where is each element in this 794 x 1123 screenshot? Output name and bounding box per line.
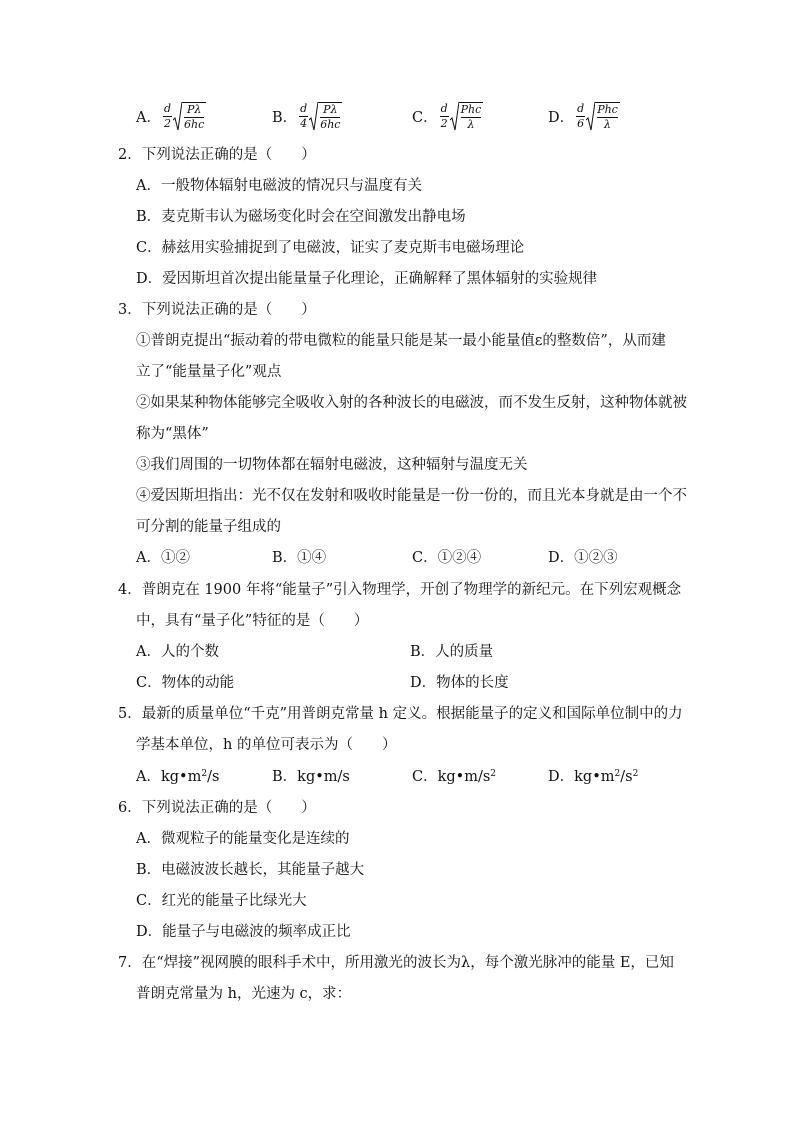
coefficient-fraction: $\frac{d}{6}$ (577, 101, 585, 130)
q3-statement-4-cont: 可分割的能量子组成的 (136, 519, 281, 535)
q4-option-b: B．人的质量 (410, 644, 494, 660)
q1-option-b (272, 96, 342, 136)
option-label: C． (412, 109, 438, 126)
option-label: A． (136, 109, 161, 126)
q3-statement-2-cont: 称为“黑体” (136, 426, 209, 442)
q4-option-a: A．人的个数 (136, 644, 219, 660)
q4-stem-line1: 4．普朗克在 1900 年将“能量子”引入物理学，开创了物理学的新纪元。在下列宏观概念 (118, 582, 682, 598)
q5-option-b: B．kg•m/s (272, 769, 350, 785)
q7-stem-line1: 7．在“焊接”视网膜的眼科手术中，所用激光的波长为λ，每个激光脉冲的能量 E，已知 (118, 955, 674, 971)
q3-option-b: B．①④ (272, 550, 327, 566)
q3-option-c: C．①②④ (412, 550, 482, 566)
q3-statement-4: ④爱因斯坦指出：光不仅在发射和吸收时能量是一份一份的，而且光本身就是由一个不 (136, 488, 687, 504)
q6-option-a: A．微观粒子的能量变化是连续的 (136, 831, 350, 847)
option-label: D． (548, 109, 575, 126)
q5-stem-line1: 5．最新的质量单位“千克”用普朗克常量 h 定义。根据能量子的定义和国际单位制中的力 (118, 706, 683, 722)
coefficient-fraction: $\frac{d}{4}$ (300, 101, 308, 130)
q2-option-d: D．爱因斯坦首次提出能量量子化理论，正确解释了黑体辐射的实验规律 (136, 271, 598, 287)
q2-stem: 2．下列说法正确的是（ ） (118, 147, 316, 163)
q3-option-d: D．①②③ (548, 550, 618, 566)
q4-option-d: D．物体的长度 (410, 675, 509, 691)
q7-stem-line2: 普朗克常量为 h，光速为 c，求： (136, 986, 352, 1002)
square-root: Phc λ (450, 101, 484, 131)
q1-option-a (136, 96, 206, 136)
q3-statement-1: ①普朗克提出“振动着的带电微粒的能量只能是某一最小能量值ε的整数倍”，从而建 (136, 333, 666, 349)
q3-statement-3: ③我们周围的一切物体都在辐射电磁波，这种辐射与温度无关 (136, 457, 528, 473)
q5-stem-line2: 学基本单位，h 的单位可表示为（ ） (136, 737, 397, 753)
q6-stem: 6．下列说法正确的是（ ） (118, 800, 316, 816)
square-root: Phc λ (586, 101, 620, 131)
q1-option-c (412, 96, 483, 136)
q6-option-c: C．红光的能量子比绿光大 (136, 893, 307, 909)
q3-statement-2: ②如果某种物体能够完全吸收入射的各种波长的电磁波，而不发生反射，这种物体就被 (136, 395, 687, 411)
q2-option-b: B．麦克斯韦认为磁场变化时会在空间激发出静电场 (136, 209, 466, 225)
q3-stem: 3．下列说法正确的是（ ） (118, 302, 316, 318)
q2-option-c: C．赫兹用实验捕捉到了电磁波，证实了麦克斯韦电磁场理论 (136, 240, 525, 256)
q5-option-d: D．$kg•m^2/s^2$ (548, 769, 639, 785)
square-root: Pλ 6hc (173, 101, 206, 131)
q3-option-a: A．①② (136, 550, 190, 566)
option-label: B． (272, 109, 298, 126)
q5-option-c: C．$kg•m/s^2$ (412, 769, 497, 785)
q4-option-c: C．物体的动能 (136, 675, 235, 691)
coefficient-fraction: $\frac{d}{2}$ (163, 101, 172, 130)
q4-stem-line2: 中，具有“量子化”特征的是（ ） (136, 613, 369, 629)
square-root: Pλ 6hc (309, 101, 342, 131)
q6-option-d: D．能量子与电磁波的频率成正比 (136, 924, 351, 940)
q2-option-a: A．一般物体辐射电磁波的情况只与温度有关 (136, 178, 422, 194)
q5-option-a: A．$kg•m^2/s$ (136, 769, 220, 785)
q3-statement-1-cont: 立了“能量量子化”观点 (136, 364, 282, 380)
q1-option-d (548, 96, 620, 136)
q6-option-b: B．电磁波波长越长，其能量子越大 (136, 862, 365, 878)
coefficient-fraction: $\frac{d}{2}$ (440, 101, 448, 130)
